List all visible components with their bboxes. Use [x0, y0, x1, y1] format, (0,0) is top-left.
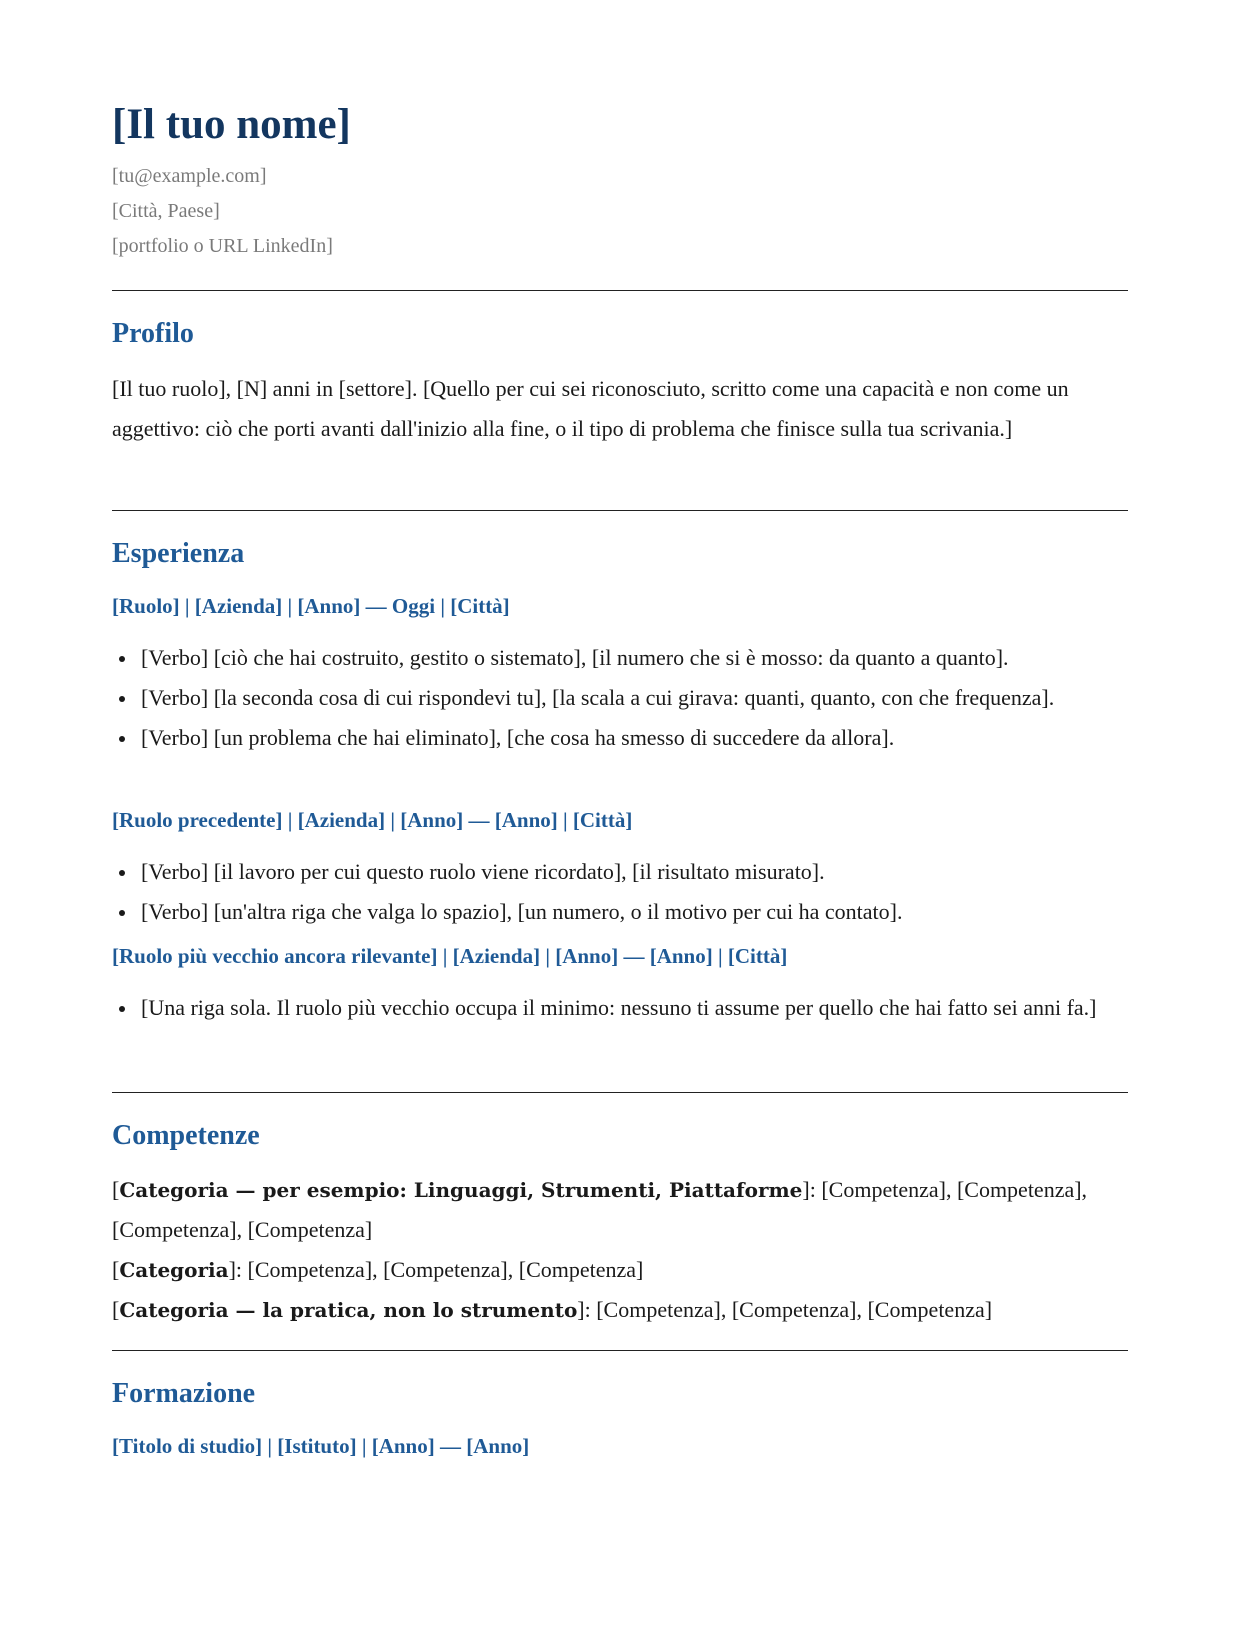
skill-items: : [Competenza], [Competenza], [Competenza], [Competenza]: [112, 1177, 1088, 1242]
candidate-name: [Il tuo nome]: [112, 101, 351, 148]
skill-items: : [Competenza], [Competenza], [Competenza]: [235, 1257, 644, 1282]
job-bullet: [Verbo] [la seconda cosa di cui rispondevi tu], [la scala a cui girava: quanti, quanto, con che frequenza].: [112, 678, 1128, 718]
skill-category: Categoria: [119, 1258, 229, 1282]
job-bullet: [Verbo] [un'altra riga che valga lo spazio], [un numero, o il motivo per cui ha contato].: [112, 892, 1128, 932]
job-bullets: [112, 638, 1128, 758]
skill-bracket: [: [112, 1177, 120, 1202]
job-bullet: [Verbo] [il lavoro per cui questo ruolo viene ricordato], [il risultato misurato].: [112, 852, 1128, 892]
skill-items: : [Competenza], [Competenza], [Competenza]: [584, 1297, 993, 1322]
skill-category: Categoria — per esempio: Linguaggi, Strumenti, Piattaforme: [119, 1178, 803, 1202]
skill-row: [112, 1170, 1128, 1250]
skill-bracket: [: [112, 1297, 120, 1322]
skill-bracket: ]: [802, 1177, 810, 1202]
education-title: Formazione: [112, 1378, 256, 1409]
skill-row: [112, 1250, 1128, 1290]
job-bullet: [Verbo] [un problema che hai eliminato], [che cosa ha smesso di succedere da allora].: [112, 718, 1128, 758]
job-bullets: [112, 988, 1128, 1028]
job-heading: [Ruolo più vecchio ancora rilevante] | [Azienda] | [Anno] — [Anno] | [Città]: [112, 944, 788, 968]
skills-title: Competenze: [112, 1120, 260, 1151]
skill-bracket: ]: [577, 1297, 585, 1322]
section-divider: [112, 1092, 1128, 1093]
profile-text: [Il tuo ruolo], [N] anni in [settore]. [Quello per cui sei riconosciuto, scritto come una capacità e non come un aggettivo: ciò che porti avanti dall'inizio alla fine, o il tipo di problema che finisce sulla tua scrivania.]: [112, 376, 1069, 441]
skill-bracket: [: [112, 1257, 120, 1282]
skills-list: [112, 1170, 1128, 1330]
job-bullet: [Verbo] [ciò che hai costruito, gestito o sistemato], [il numero che si è mosso: da quanto a quanto].: [112, 638, 1128, 678]
profile-title: Profilo: [112, 318, 194, 349]
job-heading: [Ruolo precedente] | [Azienda] | [Anno] — [Anno] | [Città]: [112, 808, 633, 832]
job-bullet: [Una riga sola. Il ruolo più vecchio occupa il minimo: nessuno ti assume per quello che hai fatto sei anni fa.]: [112, 988, 1128, 1028]
section-divider: [112, 1350, 1128, 1351]
contact-location: [Città, Paese]: [112, 200, 220, 222]
job-heading: [Ruolo] | [Azienda] | [Anno] — Oggi | [Città]: [112, 594, 510, 618]
section-divider: [112, 290, 1128, 291]
skill-bracket: ]: [228, 1257, 236, 1282]
experience-title: Esperienza: [112, 538, 245, 569]
skill-category: Categoria — la pratica, non lo strumento: [119, 1298, 578, 1322]
contact-url: [portfolio o URL LinkedIn]: [112, 235, 333, 257]
contact-email: [tu@example.com]: [112, 165, 267, 187]
section-divider: [112, 510, 1128, 511]
job-bullets: [112, 852, 1128, 932]
skill-row: [112, 1290, 1128, 1330]
education-heading: [Titolo di studio] | [Istituto] | [Anno] — [Anno]: [112, 1434, 530, 1458]
